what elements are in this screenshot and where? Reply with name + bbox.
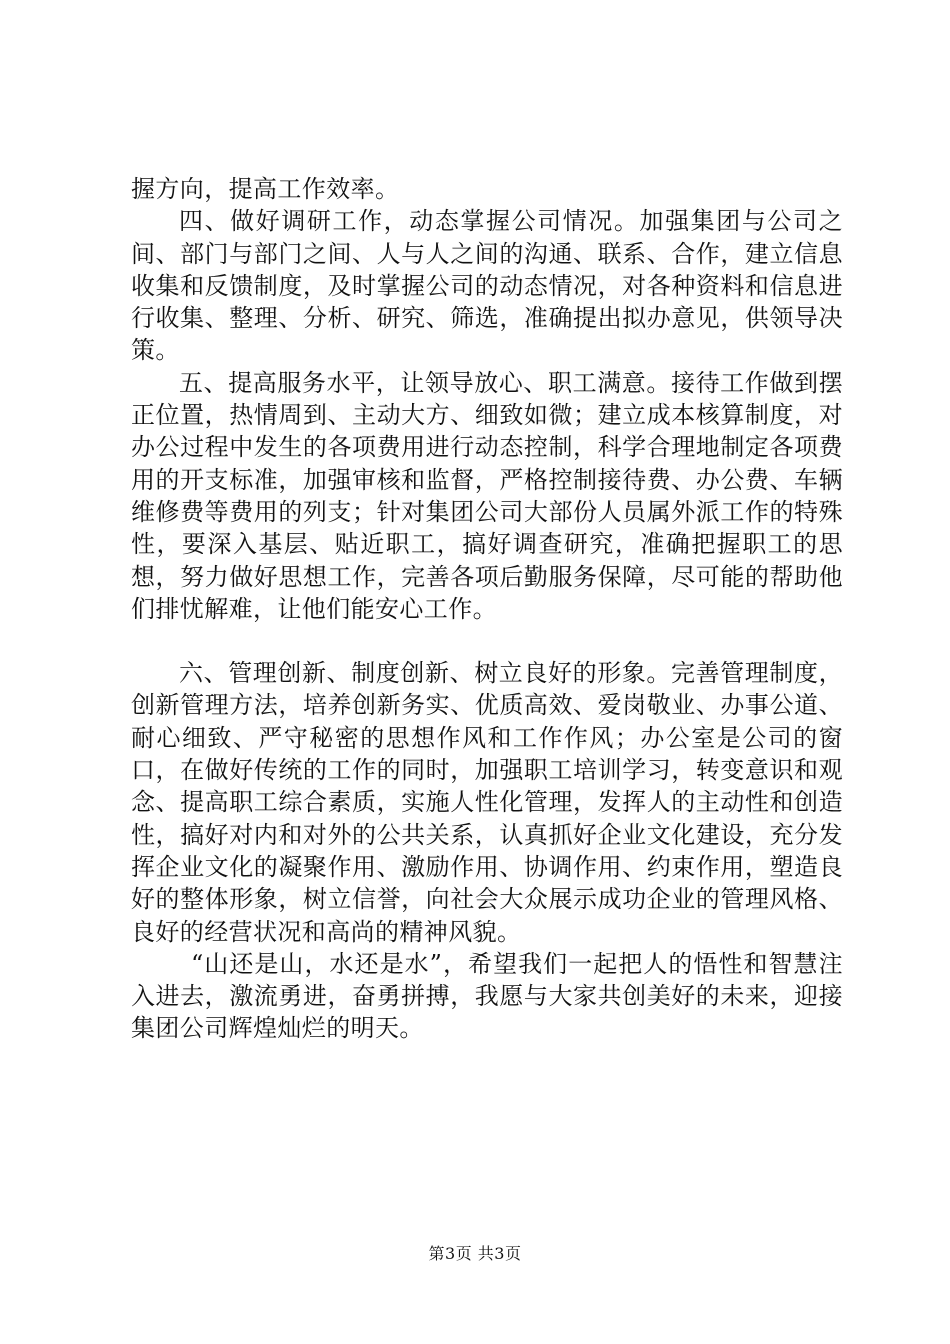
page-number-footer: 第3页 共3页	[428, 1244, 522, 1263]
paragraph-continuation: 握方向，提高工作效率。	[131, 175, 400, 203]
paragraph-research: 四、做好调研工作，动态掌握公司情况。加强集团与公司之间、部门与部门之间、人与人之间的沟通、联系、合作，建立信息收集和反馈制度，及时掌握公司的动态情况，对各种资料和信息进行收集、整理、分析、研究、筛选，准确提出拟办意见，供领导决策。	[131, 207, 843, 365]
paragraph-service: 五、提高服务水平，让领导放心、职工满意。接待工作做到摆正位置，热情周到、主动大方、细致如微；建立成本核算制度，对办公过程中发生的各项费用进行动态控制，科学合理地制定各项费用的开支标准，加强审核和监督，严格控制接待费、办公费、车辆维修费等费用的列支；针对集团公司大部份人员属外派工作的特殊性，要深入基层、贴近职工，搞好调查研究，准确把握职工的思想，努力做好思想工作，完善各项后勤服务保障，尽可能的帮助他们排忧解难，让他们能安心工作。	[131, 368, 843, 623]
document-body	[131, 173, 843, 1045]
paragraph-closing: “山还是山，水还是水”，希望我们一起把人的悟性和智慧注入进去，激流勇进，奋勇拼搏，我愿与大家共创美好的未来，迎接集团公司辉煌灿烂的明天。	[131, 949, 843, 1043]
paragraph-innovation: 六、管理创新、制度创新、树立良好的形象。完善管理制度，创新管理方法，培养创新务实、优质高效、爱岗敬业、办事公道、耐心细致、严守秘密的思想作风和工作作风；办公室是公司的窗口，在做好传统的工作的同时，加强职工培训学习，转变意识和观念、提高职工综合素质，实施人性化管理，发挥人的主动性和创造性，搞好对内和对外的公共关系，认真抓好企业文化建设，充分发挥企业文化的凝聚作用、激励作用、协调作用、约束作用，塑造良好的整体形象，树立信誉，向社会大众展示成功企业的管理风格、良好的经营状况和高尚的精神风貌。	[131, 659, 843, 946]
paragraph-gap	[131, 625, 843, 657]
